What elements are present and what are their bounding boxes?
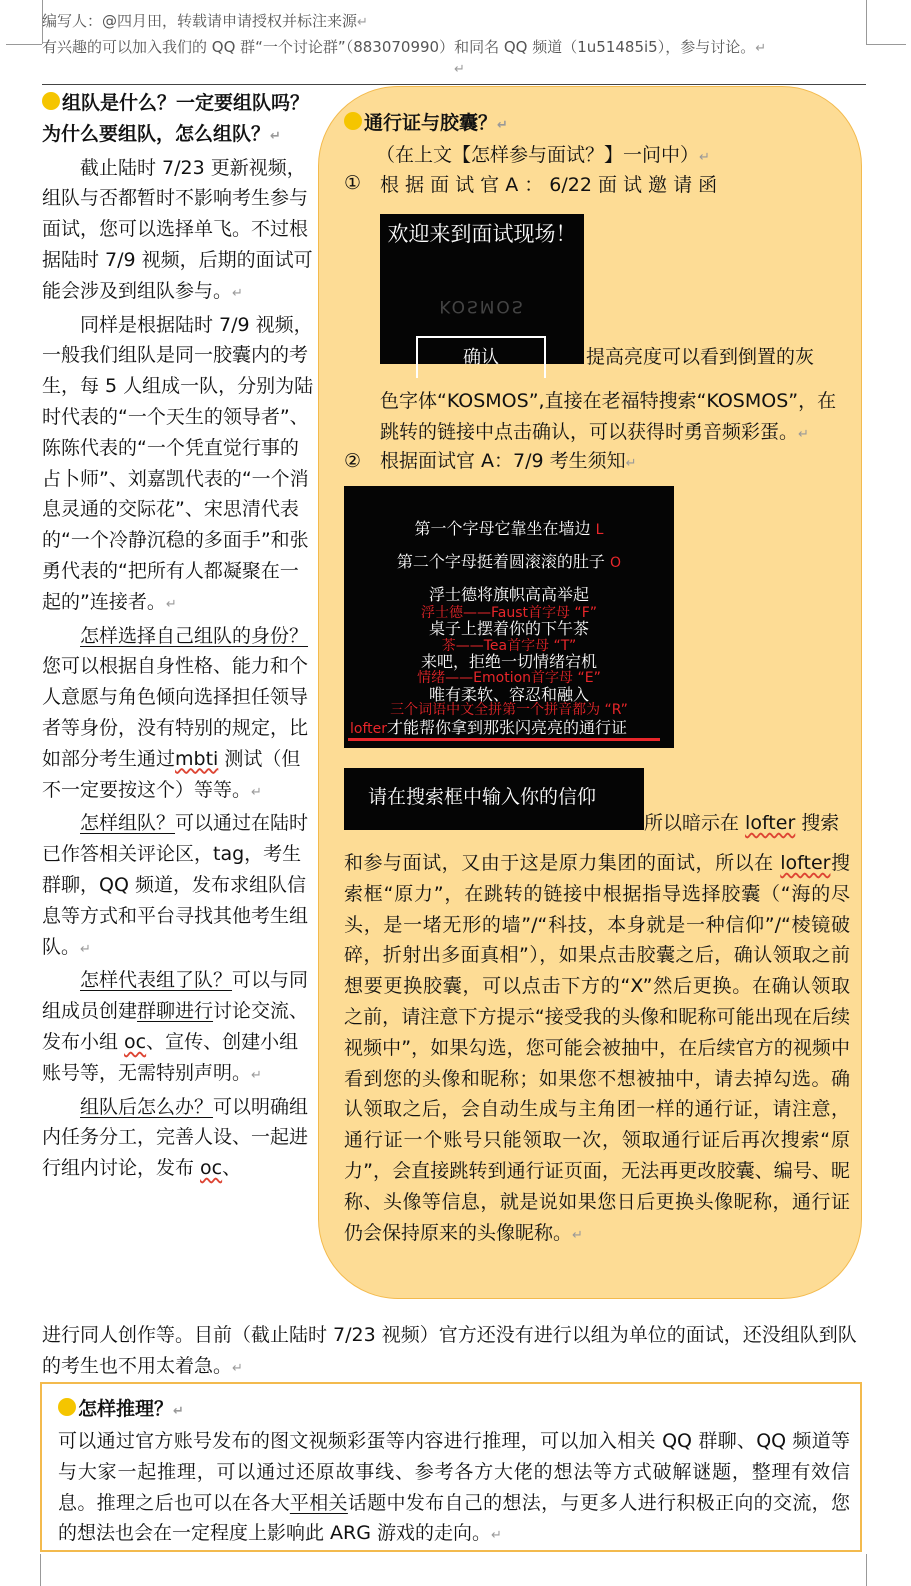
riddle-line: 浮士德将旗帜高高举起 (428, 585, 589, 604)
riddle-line: 桌子上摆着你的下午茶 (428, 619, 589, 638)
item1-desc-b: 色字体“KOSMOS”,直接在老福特搜索“KOSMOS”，在跳转的链接中点击确认，可以获得时勇音频彩蛋。↵ (380, 390, 837, 443)
paragraph: 怎样代表组了队？可以与同组成员创建群聊进行讨论交流、发布小组 oc、宣传、创建小组账号等，无需特别声明。↵ (42, 969, 309, 1084)
paragraph: 怎样组队？可以通过在陆时已作答相关评论区，tag，考生群聊，QQ 频道，发布求组队信息等方式和平台寻找其他考生组队。↵ (42, 812, 309, 958)
red-underline (348, 738, 660, 741)
riddle-hint: 浮士德——Faust首字母 “F” (420, 605, 597, 621)
confirm-button[interactable]: 确认 (416, 336, 546, 378)
question-link[interactable]: 怎样组队？ (80, 812, 176, 835)
hint-text: 所以暗示在 lofter 搜索 (644, 812, 840, 834)
riddle-line: 第一个字母它靠坐在墙边 L (414, 519, 604, 538)
crop-mark (866, 0, 867, 44)
section-teaming-title: 组队是什么？一定要组队吗？为什么要组队，怎么组队？↵ (42, 92, 310, 145)
riddle-line: lofter才能帮你拿到那张闪亮亮的通行证 (350, 718, 628, 737)
riddle-hint: 茶——Tea首字母 “T” (441, 638, 577, 654)
paragraph: 怎样选择自己组队的身份？您可以根据自身性格、能力和个人意愿与角色倾向选择担任领导者等身份，没有特别的规定，比如部分考生通过mbti 测试（但不一定要按这个）等等。↵ (42, 624, 309, 801)
item1-desc-a: 提高亮度可以看到倒置的灰 (586, 346, 815, 368)
question-link[interactable]: 怎样选择自己组队的身份？ (80, 624, 309, 647)
paragraph: 同样是根据陆时 7/9 视频，一般我们组队是同一胶囊内的考生，每 5 人组成一队，分别为陆时代表的“一个天生的领导者”、陈陈代表的“一个凭直觉行事的占卜师”、刘嘉凯代表的“一个消息灵通的交际花”、宋思清代表的“一个冷静沉稳的多面手”和张勇代表的“把所有人都凝聚在一起的”连接者。↵ (42, 313, 314, 613)
item-number: ② (344, 450, 362, 472)
paragraph-mark: ↵ (454, 62, 465, 77)
invitation-screenshot (380, 214, 584, 368)
search-prompt-screenshot: 请在搜索框中输入你的信仰 (344, 768, 644, 830)
riddle-hint: 情绪——Emotion首字母 “E” (417, 670, 601, 686)
question-link[interactable]: 组队后怎么办？ (80, 1095, 214, 1118)
reasoning-body: 可以通过官方账号发布的图文视频彩蛋等内容进行推理，可以加入相关 QQ 群聊、QQ 频道等与大家一起推理，可以通过还原故事线、参考各方大佬的想法等方式破解谜题，整理有效信息。推理之后也可以在各大平相关话题中发布自己的想法，与更多人进行积极正向的交流，您的想法也会在一定程度上影响此 ARG 游戏的走向。↵ (58, 1430, 850, 1545)
yellow-dot-icon (58, 1398, 76, 1416)
riddle-line: 唯有柔软、容忍和融入 (428, 685, 589, 704)
section-pass-subtitle: （在上文【怎样参与面试？】一问中）↵ (376, 144, 710, 166)
author-line: 编写人：@四月田，转载请申请授权并标注来源↵ (42, 12, 368, 30)
question-link[interactable]: 怎样代表组了队？ (80, 969, 233, 992)
mirrored-text: KOSMOS (439, 296, 525, 316)
paragraph-continued: 进行同人创作等。目前（截止陆时 7/23 视频）官方还没有进行以组为单位的面试，还没组队到队的考生也不用太着急。↵ (42, 1324, 857, 1377)
group-info-line: 有兴趣的可以加入我们的 QQ 群“一个讨论群”（883070990）和同名 QQ 频道（1u51485i5），参与讨论。↵ (42, 38, 767, 56)
section-reasoning (40, 1382, 862, 1552)
paragraph: 截止陆时 7/23 更新视频，组队与否都暂时不影响考生参与面试，您可以选择单飞。不过根据陆时 7/9 视频，后期的面试可能会涉及到组队参与。↵ (42, 156, 313, 302)
item2-text: 根据面试官 A：7/9 考生须知↵ (380, 450, 637, 472)
crop-mark (866, 44, 906, 45)
section-teaming (42, 88, 314, 1184)
paragraph: 组队后怎么办？可以明确组内任务分工，完善人设、一起进行组内讨论，发布 oc、 (42, 1095, 309, 1180)
section-pass-title: 通行证与胶囊？↵ (344, 108, 508, 135)
riddle-line: 来吧，拒绝一切情绪宕机 (420, 652, 597, 671)
welcome-text: 欢迎来到面试现场！ (387, 222, 577, 246)
riddle-line: 第二个字母挺着圆滚滚的肚子 O (396, 552, 622, 571)
item-number: ① (344, 172, 362, 194)
crop-mark (6, 44, 42, 45)
crop-mark (866, 1554, 867, 1586)
section-reasoning-title: 怎样推理？↵ (58, 1394, 184, 1421)
crop-mark (40, 1554, 41, 1586)
pass-instructions: 和参与面试，又由于这是原力集团的面试，所以在 lofter搜索框“原力”，在跳转的链接中根据指导选择胶囊（“海的尽头，是一堵无形的墙”/“科技，本身就是一种信仰”/“棱镜破碎，折射出多面真相”），如果点击胶囊之后，确认领取之前想要更换胶囊，可以点击下方的“X”然后更换。在确认领取之前，请注意下方提示“接受我的头像和昵称可能出现在后续视频中”，如果勾选，您可能会被抽中，在后续官方的视频中看到您的头像和昵称；如果您不想被抽中，请去掉勾选。确认领取之后，会自动生成与主角团一样的通行证，请注意，通行证一个账号只能领取一次，领取通行证后再次搜索“原力”，会直接跳转到通行证页面，无法再更改胶囊、编号、昵称、头像等信息，就是说如果您日后更换头像昵称，通行证仍会保持原来的头像昵称。↵ (344, 852, 850, 1244)
yellow-dot-icon (344, 112, 362, 130)
yellow-dot-icon (42, 92, 60, 110)
header-rule (42, 84, 866, 85)
riddle-hint: 三个词语中文全拼第一个拼音都为 “R” (390, 702, 628, 718)
item1-text: 根 据 面 试 官 A ： 6/22 面 试 邀 请 函 (380, 174, 718, 196)
candidate-notice-screenshot (344, 486, 674, 748)
